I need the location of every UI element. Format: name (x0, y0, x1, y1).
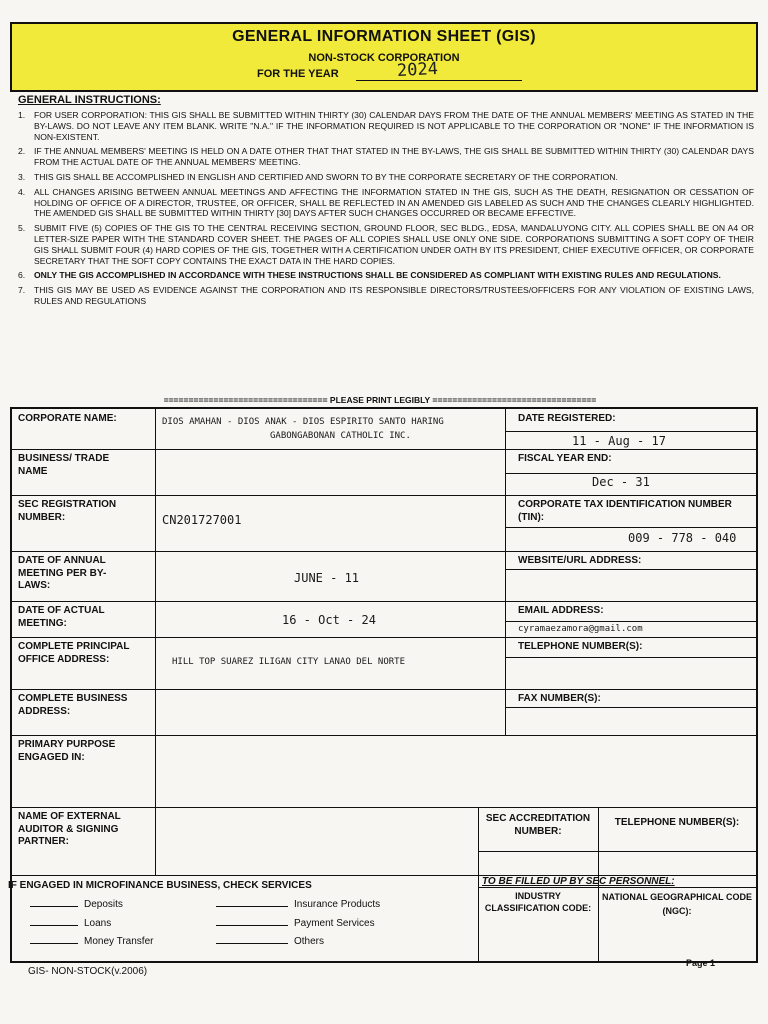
gis-header (10, 22, 758, 92)
sec-personnel-label: TO BE FILLED UP BY SEC PERSONNEL: (482, 876, 675, 887)
service-loans[interactable]: Loans (30, 918, 111, 929)
sec-registration-label: SEC REGISTRATION NUMBER: (18, 499, 117, 523)
instruction-item: 7. THIS GIS MAY BE USED AS EVIDENCE AGAINST THE CORPORATION AND ITS RESPONSIBLE DIRECTORS/TRUSTEES/OFFICERS FOR ANY VIOLATION OF EXISTING LAWS, RULES AND REGULATIONS (18, 285, 754, 306)
instruction-item: 6. ONLY THE GIS ACCOMPLISHED IN ACCORDANCE WITH THESE INSTRUCTIONS SHALL BE CONSIDERED AS COMPLIANT WITH EXISTING RULES AND REGULATIONS. (18, 270, 721, 281)
ngc-label: NATIONAL GEOGRAPHICAL CODE (NGC): (602, 892, 753, 916)
instruction-item: 3. THIS GIS SHALL BE ACCOMPLISHED IN ENGLISH AND CERTIFIED AND SWORN TO BY THE CORPORATE SECRETARY OF THE CORPORATION. (18, 171, 618, 182)
website-label: WEBSITE/URL ADDRESS: (518, 555, 642, 566)
tin-value: 009 - 778 - 040 (628, 531, 737, 545)
row-divider (12, 637, 756, 638)
cell-line (505, 707, 756, 708)
instruction-item: 1. FOR USER CORPORATION: THIS GIS SHALL BE SUBMITTED WITHIN THIRTY (30) CALENDAR DAYS FROM THE DATE OF THE ANNUAL MEMBERS' MEETING AS STATED IN THE BY-LAWS. DO NOT LEAVE ANY ITEM BLANK. WRITE "N.A." IF THE INFORMATION REQUIRED IS NOT APPLICABLE TO THE CORPORATION OR "NONE" IF THE INFORMATION IS NON-EXISTENT. (18, 110, 754, 142)
telephone-label: TELEPHONE NUMBER(S): (518, 641, 643, 652)
service-insurance[interactable]: Insurance Products (216, 899, 380, 910)
date-registered-value: 11 - Aug - 17 (572, 434, 666, 448)
service-deposits[interactable]: Deposits (30, 899, 123, 910)
instruction-item: 2. IF THE ANNUAL MEMBERS' MEETING IS HELD ON A DATE OTHER THAT THAT STATED IN THE BY-LAWS, THE GIS SHALL BE SUBMITTED WITHIN THIRTY (30) CALENDAR DAYS FROM THE ACTUAL DATE OF THE ANNUAL MEMBERS' MEETING. (18, 146, 754, 168)
service-payment[interactable]: Payment Services (216, 918, 375, 929)
sec-accreditation-label: SEC ACCREDITATION NUMBER: (485, 813, 591, 837)
service-money-transfer[interactable]: Money Transfer (30, 936, 153, 947)
row-divider (12, 449, 756, 450)
year-underline (356, 80, 522, 81)
row-divider (12, 735, 756, 736)
cell-line (505, 657, 756, 658)
fax-label: FAX NUMBER(S): (518, 693, 601, 704)
primary-purpose-label: PRIMARY PURPOSE ENGAGED IN: (18, 739, 116, 763)
fiscal-year-end-value: Dec - 31 (592, 475, 650, 489)
date-registered-label: DATE REGISTERED: (518, 413, 616, 424)
gis-form-table (10, 407, 758, 963)
col-divider (155, 409, 156, 807)
business-address-label: COMPLETE BUSINESS ADDRESS: (18, 693, 128, 717)
industry-code-label: INDUSTRY CLASSIFICATION CODE: (484, 891, 592, 913)
microfinance-label: IF ENGAGED IN MICROFINANCE BUSINESS, CHECK SERVICES (8, 880, 312, 891)
instruction-item: 4. ALL CHANGES ARISING BETWEEN ANNUAL MEETINGS AND AFFECTING THE INFORMATION STATED IN THE GIS, SUCH AS THE DEATH, RESIGNATION OR CESSATION OF HOLDING OF OFFICE OF A DIRECTOR, TRUSTEE, OR OFFICER, SHALL BE REFLECTED IN AN AMENDED GIS LABELED AS SUCH AND THE CHANGES CLEARLY HIGHLIGHTED. THE AMENDED GIS SHALL BE SUBMITTED WITHIN THIRTY [30] DAYS AFTER SUCH CHANGES OCCURRED OR BECAME EFFECTIVE. (18, 186, 754, 219)
year-label: FOR THE YEAR (257, 68, 339, 80)
form-title: GENERAL INFORMATION SHEET (GIS) (232, 28, 536, 45)
cell-line (505, 473, 756, 474)
row-divider (12, 495, 756, 496)
col-divider (505, 409, 506, 735)
col-divider (478, 807, 479, 961)
cell-line (478, 851, 756, 852)
instructions-title: GENERAL INSTRUCTIONS: (18, 94, 161, 106)
email-value: cyramaezamora@gmail.com (518, 624, 643, 634)
telephone2-label: TELEPHONE NUMBER(S): (614, 817, 740, 828)
general-instructions (18, 94, 754, 311)
cell-line (505, 569, 756, 570)
cell-line (505, 431, 756, 432)
row-divider (12, 601, 756, 602)
instruction-item: 5. SUBMIT FIVE (5) COPIES OF THE GIS TO THE CENTRAL RECEIVING SECTION, GROUND FLOOR, SEC BLDG., EDSA, MANDALUYONG CITY. ALL COPIES SHALL BE ON A4 OR LETTER-SIZE PAPER WITH THE STANDARD COVER SHEET. THE PAGES OF ALL COPIES SHALL USE ONLY ONE SIDE. CORPORATIONS SUBMITTING A SOFT COPY OF THEIR GIS SHALL SUBMIT FOUR (4) HARD COPIES OF THE GIS, TOGETHER WITH A CERTIFICATION UNDER OATH BY ITS PRESIDENT, CHIEF EXECUTIVE OFFICER, OR CORPORATE SECRETARY THAT THE SOFT COPY CONTAINS THE EXACT DATA IN THE HARD COPIES. (18, 223, 754, 266)
row-divider (12, 551, 756, 552)
form-id: GIS- NON-STOCK(v.2006) (28, 966, 148, 977)
email-label: EMAIL ADDRESS: (518, 605, 604, 616)
service-others[interactable]: Others (216, 936, 324, 947)
print-legibly-banner: ================================= PLEASE PRINT LEGIBLY ================================= (163, 395, 597, 405)
corporate-name-label: CORPORATE NAME: (18, 413, 117, 424)
principal-office-value: HILL TOP SUAREZ ILIGAN CITY LANAO DEL NORTE (172, 657, 405, 667)
actual-meeting-label: DATE OF ACTUAL MEETING: (18, 605, 105, 629)
form-subtitle: NON-STOCK CORPORATION (308, 52, 460, 64)
annual-meeting-value: JUNE - 11 (294, 571, 360, 585)
actual-meeting-value: 16 - Oct - 24 (282, 613, 376, 627)
annual-meeting-label: DATE OF ANNUAL MEETING PER BY-LAWS: (18, 555, 107, 591)
external-auditor-label: NAME OF EXTERNAL AUDITOR & SIGNING PARTNER: (18, 811, 121, 847)
fiscal-year-end-label: FISCAL YEAR END: (518, 453, 612, 464)
row-divider (12, 807, 756, 808)
year-value: 2024 (396, 58, 439, 82)
principal-office-label: COMPLETE PRINCIPAL OFFICE ADDRESS: (18, 641, 130, 665)
corporate-name-value-line1: DIOS AMAHAN - DIOS ANAK - DIOS ESPIRITO SANTO HARING (162, 417, 444, 427)
corporate-name-value-line2: GABONGABONAN CATHOLIC INC. (270, 431, 411, 441)
business-trade-name-label: BUSINESS/ TRADE NAME (18, 453, 110, 477)
cell-line (505, 527, 756, 528)
page-number: Page 1 (686, 958, 716, 968)
tin-label: CORPORATE TAX IDENTIFICATION NUMBER (TIN): (518, 499, 732, 523)
row-divider (12, 689, 756, 690)
cell-line (505, 621, 756, 622)
col-divider (155, 807, 156, 875)
sec-registration-value: CN201727001 (162, 513, 242, 527)
